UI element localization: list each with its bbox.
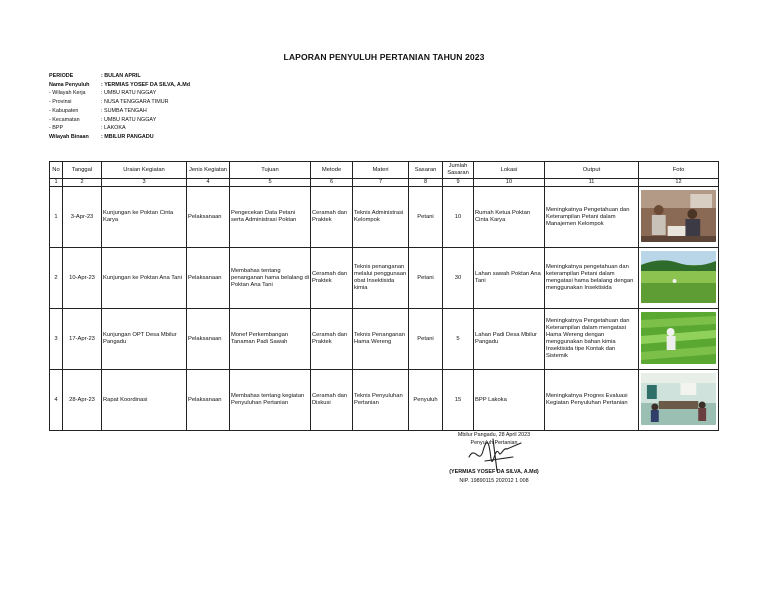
info-value: : LAKOKA	[101, 125, 126, 132]
header-metode: Metode	[311, 162, 353, 179]
cell-metode: Ceramah dan Diskusi	[311, 370, 353, 431]
table-row	[50, 187, 719, 248]
header-sasaran: Sasaran	[409, 162, 443, 179]
info-label: Wilayah Binaan	[49, 133, 89, 140]
column-number: 6	[311, 179, 353, 187]
header-jenis: Jenis Kegiatan	[187, 162, 230, 179]
info-value: : BULAN APRIL	[101, 73, 141, 79]
cell-sasaran: Petani	[409, 187, 443, 248]
info-label: - BPP	[49, 125, 64, 132]
cell-uraian: Kunjungan OPT Desa Mbilur Pangadu	[102, 309, 187, 370]
header-lokasi: Lokasi	[474, 162, 545, 179]
info-row-kecamatan	[49, 116, 190, 125]
info-label: Nama Penyuluh	[49, 81, 90, 88]
cell-foto	[639, 309, 719, 370]
cell-materi: Teknis Administrasi Kelompok	[353, 187, 409, 248]
cell-jumlah: 30	[443, 248, 474, 309]
column-number: 11	[545, 179, 639, 187]
header-jumlah: Jumlah Sasaran	[443, 162, 474, 179]
info-row-periode	[49, 72, 190, 81]
header-output: Output	[545, 162, 639, 179]
info-value: : NUSA TENGGARA TIMUR	[101, 99, 169, 106]
column-number: 12	[639, 179, 719, 187]
cell-lokasi: Lahan sawah Poktan Ana Tani	[474, 248, 545, 309]
cell-tujuan: Membahas tentang kegiatan Penyuluhan Pertanian	[230, 370, 311, 431]
cell-tanggal: 17-Apr-23	[63, 309, 102, 370]
header-tujuan: Tujuan	[230, 162, 311, 179]
table-header-row	[50, 162, 719, 179]
header-tanggal: Tanggal	[63, 162, 102, 179]
info-row-provinsi	[49, 98, 190, 107]
cell-no: 1	[50, 187, 63, 248]
cell-uraian: Kunjungan ke Poktan Ana Tani	[102, 248, 187, 309]
signature-place-date: Mbilur Pangadu, 28 April 2023	[457, 432, 531, 438]
column-number: 3	[102, 179, 187, 187]
info-label: - Provinsi	[49, 99, 72, 106]
activity-photo-field-inspection	[641, 312, 716, 364]
cell-lokasi: Lahan Padi Desa Mbilur Pangadu	[474, 309, 545, 370]
info-label: - Kecamatan	[49, 116, 80, 123]
cell-no: 3	[50, 309, 63, 370]
cell-jumlah: 5	[443, 309, 474, 370]
cell-metode: Ceramah dan Praktek	[311, 309, 353, 370]
cell-tanggal: 3-Apr-23	[63, 187, 102, 248]
cell-foto	[639, 248, 719, 309]
cell-lokasi: Rumah Ketua Poktan Cinta Karya	[474, 187, 545, 248]
cell-output: Meningkatnya pengetahuan dan keterampilan Petani dalam mengatasi hama belalang dengan menggunakan Insektisida	[545, 248, 639, 309]
cell-sasaran: Petani	[409, 248, 443, 309]
info-row-wilayah-binaan	[49, 133, 190, 142]
cell-output: Meningkatnya Pengetahuan dan Keterampilan Petani dalam Manajemen Kelompok	[545, 187, 639, 248]
cell-metode: Ceramah dan Praktek	[311, 187, 353, 248]
info-value: : SUMBA TENGAH	[101, 107, 147, 114]
cell-jenis: Pelaksanaan	[187, 187, 230, 248]
cell-tujuan: Pengecekan Data Petani serta Administrasi Poktan	[230, 187, 311, 248]
signature-name: (YERMIAS YOSEF DA SILVA, A.Md)	[449, 469, 539, 476]
cell-jenis: Pelaksanaan	[187, 309, 230, 370]
cell-foto	[639, 187, 719, 248]
cell-no: 2	[50, 248, 63, 309]
signature-block	[420, 431, 568, 485]
cell-jenis: Pelaksanaan	[187, 248, 230, 309]
info-value: : UMBU RATU NGGAY	[101, 116, 157, 123]
info-row-nama-penyuluh	[49, 81, 190, 90]
activity-photo-coordination-meeting	[641, 373, 716, 425]
cell-materi: Teknis Penanganan Hama Wereng	[353, 309, 409, 370]
cell-jumlah: 15	[443, 370, 474, 431]
activity-photo-meeting-indoor	[641, 190, 716, 242]
cell-lokasi: BPP Lakoka	[474, 370, 545, 431]
info-label: - Kabupaten	[49, 107, 79, 114]
cell-materi: Teknis penanganan melalui penggunaan obat Insektisida kimia	[353, 248, 409, 309]
report-table	[49, 161, 719, 431]
cell-sasaran: Petani	[409, 309, 443, 370]
cell-tujuan: Membahas tentang penanganan hama belalang di Poktan Ana Tani	[230, 248, 311, 309]
cell-output: Meningkatnya Pengetahuan dan Keterampilan dalam mengatasi Hama Wereng dengan menggunakan bahan kimia Insektisida tipe Kontak dan Sistemik	[545, 309, 639, 370]
signature-role: Penyuluh Pertanian	[470, 440, 518, 447]
info-label: PERIODE	[49, 73, 74, 79]
info-row-kabupaten	[49, 107, 190, 116]
signature-space	[420, 447, 568, 468]
cell-tanggal: 10-Apr-23	[63, 248, 102, 309]
info-label: - Wilayah Kerja	[49, 90, 86, 97]
cell-metode: Ceramah dan Praktek	[311, 248, 353, 309]
column-number: 4	[187, 179, 230, 187]
activity-photo-rice-field	[641, 251, 716, 303]
cell-sasaran: Penyuluh	[409, 370, 443, 431]
cell-output: Meningkatnya Progres Evaluasi Kegiatan Penyuluhan Pertanian	[545, 370, 639, 431]
info-value: : MBILUR PANGADU	[101, 133, 154, 140]
cell-no: 4	[50, 370, 63, 431]
column-number: 1	[50, 179, 63, 187]
column-number: 2	[63, 179, 102, 187]
table-row	[50, 370, 719, 431]
column-number: 10	[474, 179, 545, 187]
column-number: 8	[409, 179, 443, 187]
info-row-bpp	[49, 124, 190, 133]
column-number-row	[50, 179, 719, 187]
cell-tanggal: 28-Apr-23	[63, 370, 102, 431]
column-number: 5	[230, 179, 311, 187]
header-foto: Foto	[639, 162, 719, 179]
cell-foto	[639, 370, 719, 431]
column-number: 7	[353, 179, 409, 187]
info-value: : UMBU RATU NGGAY	[101, 90, 157, 97]
report-info	[49, 72, 190, 142]
cell-uraian: Kunjungan ke Poktan Cinta Karya	[102, 187, 187, 248]
header-materi: Materi	[353, 162, 409, 179]
handwritten-signature-icon	[465, 435, 525, 473]
info-row-wilayah-kerja	[49, 89, 190, 98]
cell-materi: Teknis Penyuluhan Pertanian	[353, 370, 409, 431]
signature-nip: NIP. 19890115 202012 1 008	[459, 477, 529, 484]
info-value: : YERMIAS YOSEF DA SILVA, A.Md	[101, 81, 191, 88]
cell-uraian: Rapat Koordinasi	[102, 370, 187, 431]
column-number: 9	[443, 179, 474, 187]
cell-jenis: Pelaksanaan	[187, 370, 230, 431]
table-row	[50, 248, 719, 309]
cell-jumlah: 10	[443, 187, 474, 248]
table-row	[50, 309, 719, 370]
report-title: LAPORAN PENYULUH PERTANIAN TAHUN 2023	[283, 52, 485, 62]
header-no: No	[50, 162, 63, 179]
cell-tujuan: Monef Perkembangan Tanaman Padi Sawah	[230, 309, 311, 370]
header-uraian: Uraian Kegiatan	[102, 162, 187, 179]
